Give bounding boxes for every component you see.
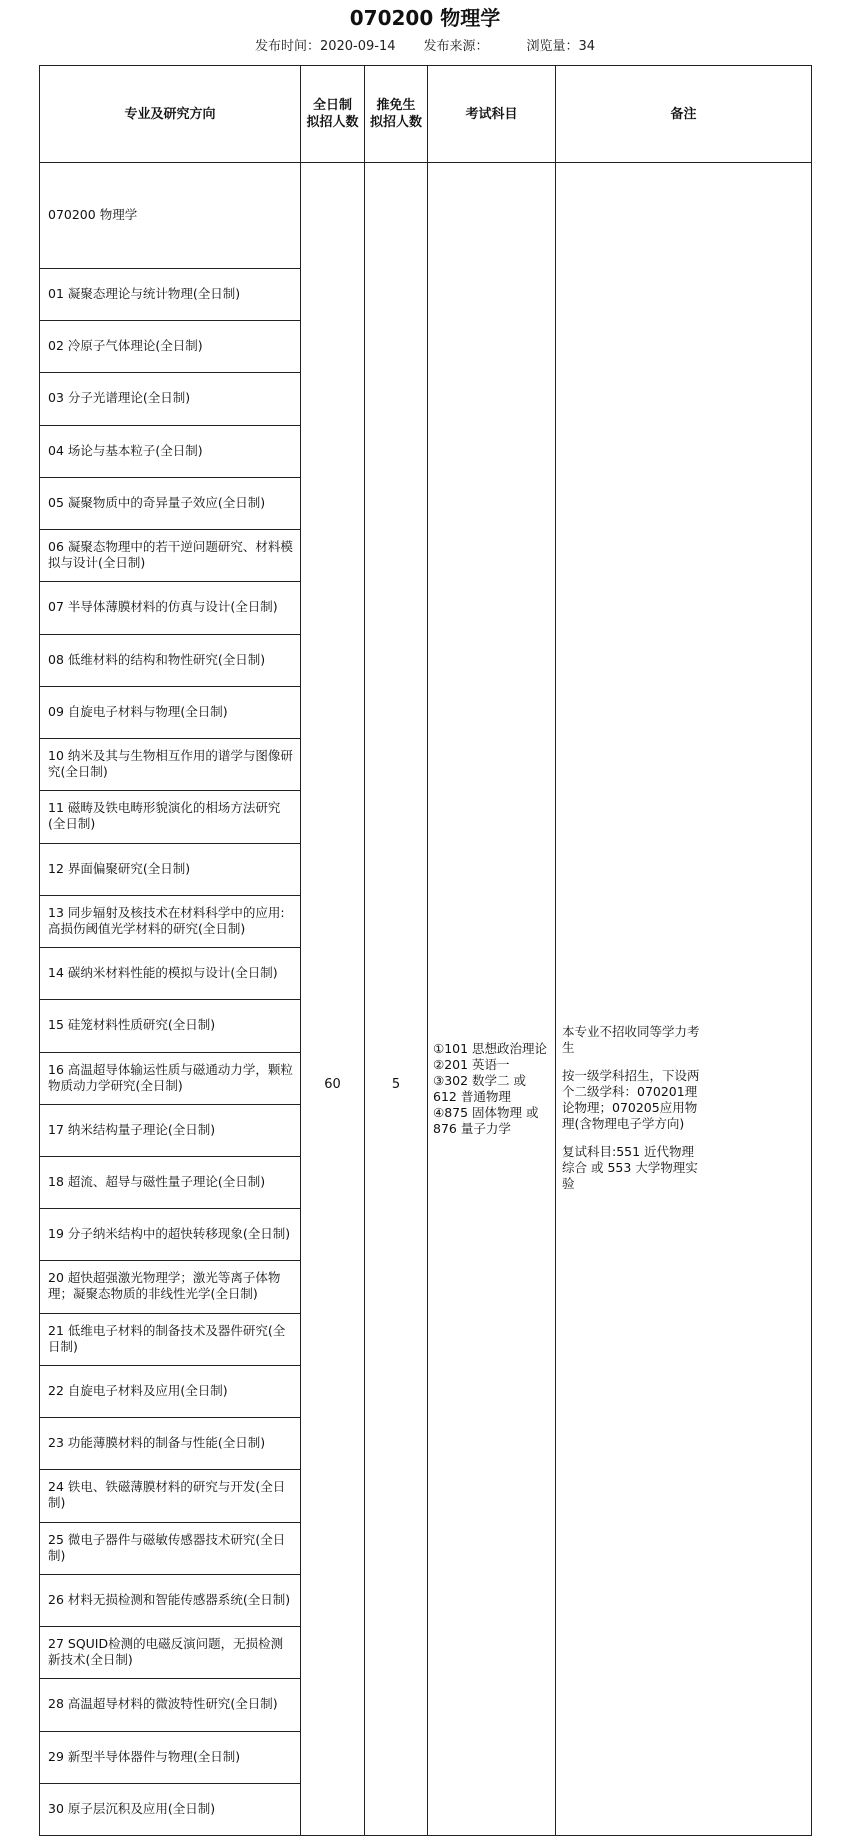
remark-item: 复试科目:551 近代物理综合 或 553 大学物理实验	[562, 1144, 698, 1191]
subject-item: ④875 固体物理 或 876 量子力学	[433, 1105, 539, 1136]
fulltime-count: 60	[324, 1077, 341, 1092]
page-title: 070200 物理学	[349, 6, 501, 30]
direction-row: 29 新型半导体器件与物理(全日制)	[48, 1749, 241, 1764]
direction-row: 24 铁电、铁磁薄膜材料的研究与开发(全日制)	[48, 1479, 286, 1510]
direction-row: 25 微电子器件与磁敏传感器技术研究(全日制)	[48, 1532, 286, 1563]
exam-subjects	[433, 1041, 551, 1137]
direction-row: 13 同步辐射及核技术在材料科学中的应用:高损伤阈值光学材料的研究(全日制)	[48, 905, 285, 936]
remark-item: 按一级学科招生，下设两个二级学科：070201理论物理；070205应用物理(含物理电子学方向)	[562, 1068, 700, 1131]
direction-row: 06 凝聚态物理中的若干逆问题研究、材料模拟与设计(全日制)	[48, 539, 293, 570]
header-fulltime: 全日制 拟招人数	[306, 98, 359, 130]
header-subjects: 考试科目	[465, 106, 518, 122]
direction-row: 02 冷原子气体理论(全日制)	[48, 338, 203, 353]
header-exempt: 推免生 拟招人数	[369, 98, 422, 130]
direction-row: 18 超流、超导与磁性量子理论(全日制)	[48, 1174, 266, 1189]
view-count: 浏览量：34	[526, 39, 596, 54]
direction-row: 17 纳米结构量子理论(全日制)	[48, 1122, 216, 1137]
direction-row: 08 低维材料的结构和物性研究(全日制)	[48, 652, 266, 667]
direction-row: 15 硅笼材料性质研究(全日制)	[48, 1017, 216, 1032]
exempt-count: 5	[391, 1077, 401, 1092]
direction-row: 26 材料无损检测和智能传感器系统(全日制)	[48, 1592, 291, 1607]
direction-row: 05 凝聚物质中的奇异量子效应(全日制)	[48, 495, 266, 510]
direction-row: 12 界面偏聚研究(全日制)	[48, 861, 191, 876]
subject-item: ③302 数学二 或 612 普通物理	[433, 1073, 527, 1104]
direction-row: 23 功能薄膜材料的制备与性能(全日制)	[48, 1435, 266, 1450]
direction-row: 04 场论与基本粒子(全日制)	[48, 443, 203, 458]
direction-row: 11 磁畴及铁电畴形貌演化的相场方法研究(全日制)	[48, 800, 281, 831]
direction-row: 27 SQUID检测的电磁反演问题，无损检测新技术(全日制)	[48, 1636, 284, 1667]
direction-row: 16 高温超导体输运性质与磁通动力学，颗粒物质动力学研究(全日制)	[48, 1062, 293, 1093]
remark-item: 本专业不招收同等学力考生	[562, 1024, 700, 1055]
article-meta	[0, 36, 850, 58]
direction-row: 28 高温超导材料的微波特性研究(全日制)	[48, 1696, 278, 1711]
direction-row: 19 分子纳米结构中的超快转移现象(全日制)	[48, 1226, 291, 1241]
publish-source: 发布来源：	[423, 39, 489, 54]
direction-row: 21 低维电子材料的制备技术及器件研究(全日制)	[48, 1323, 286, 1354]
direction-row: 14 碳纳米材料性能的模拟与设计(全日制)	[48, 965, 278, 980]
header-major: 专业及研究方向	[124, 106, 216, 122]
admission-table	[39, 65, 812, 1836]
direction-row: 22 自旋电子材料及应用(全日制)	[48, 1383, 228, 1398]
direction-row: 07 半导体薄膜材料的仿真与设计(全日制)	[48, 599, 278, 614]
direction-row: 01 凝聚态理论与统计物理(全日制)	[48, 286, 241, 301]
direction-row: 03 分子光谱理论(全日制)	[48, 390, 191, 405]
direction-row: 09 自旋电子材料与物理(全日制)	[48, 704, 228, 719]
publish-time: 发布时间：2020-09-14	[254, 39, 396, 54]
major-name-cell: 070200 物理学	[48, 207, 138, 222]
direction-row: 10 纳米及其与生物相互作用的谱学与图像研究(全日制)	[48, 748, 293, 779]
subject-item: ②201 英语一	[433, 1057, 510, 1072]
header-notes: 备注	[670, 106, 697, 122]
subject-item: ①101 思想政治理论	[433, 1041, 548, 1056]
remarks	[562, 1024, 704, 1204]
direction-row: 20 超快超强激光物理学；激光等离子体物理；凝聚态物质的非线性光学(全日制)	[48, 1270, 281, 1301]
direction-row: 30 原子层沉积及应用(全日制)	[48, 1801, 216, 1816]
